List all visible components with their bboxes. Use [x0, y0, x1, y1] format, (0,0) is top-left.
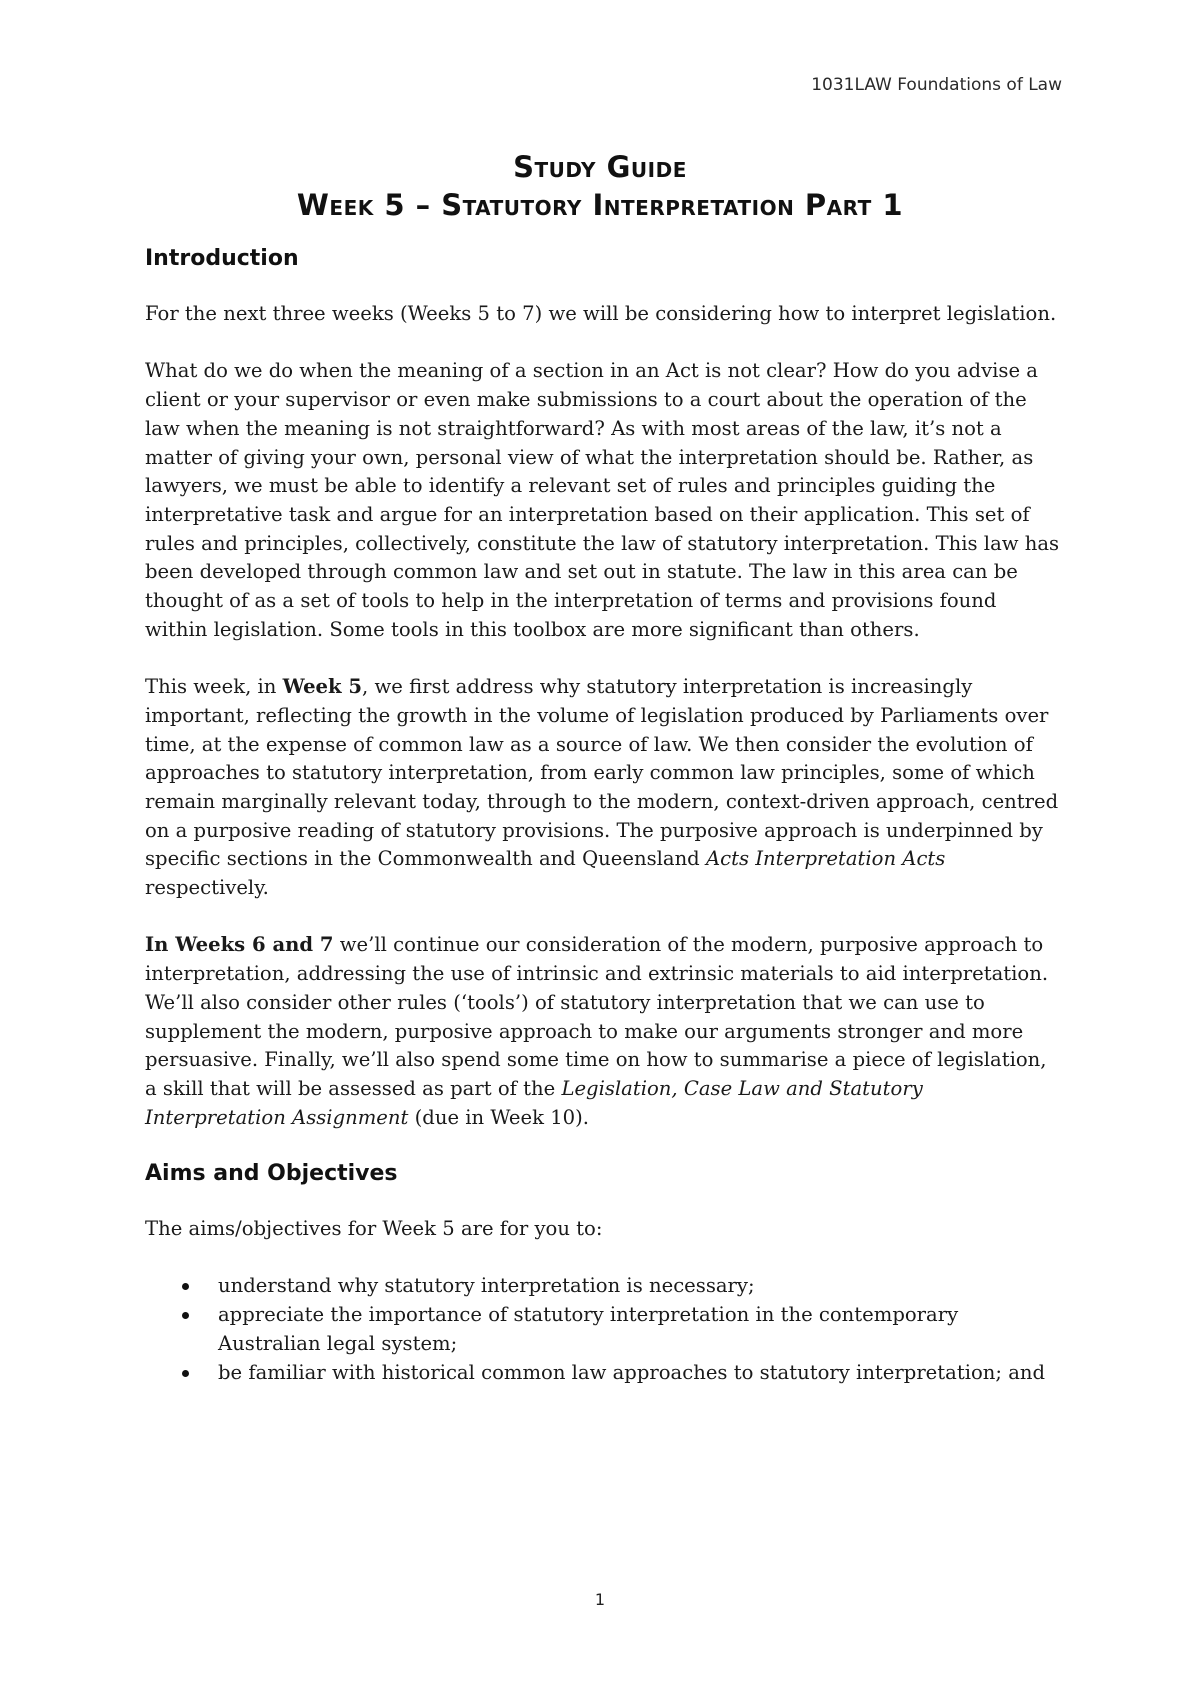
aims-intro: The aims/objectives for Week 5 are for you to:	[145, 1217, 603, 1241]
page-number: 1	[594, 1590, 606, 1609]
title-block	[0, 148, 1200, 224]
p4-text-b: (due in Week 10).	[408, 1105, 590, 1129]
aims-list	[145, 1272, 1060, 1387]
aims-heading: Aims and Objectives	[145, 1161, 398, 1187]
p4-italic-assignment: Legislation, Case Law and Statutory Interpretation Assignment	[145, 1076, 923, 1129]
intro-paragraph-3	[145, 673, 1060, 903]
intro-paragraph-2: What do we do when the meaning of a section in an Act is not clear? How do you advise a client or your supervisor or even make submissions to a court about the operation of the law when the meaning is not straightforward? As with most areas of the law, it’s not a matter of giving your own, personal view of what the interpretation should be. Rather, as lawyers, we must be able to identify a relevant set of rules and principles guiding the interpretative task and argue for an interpretation based on their application. This set of rules and principles, collectively, constitute the law of statutory interpretation. This law has been developed through common law and set out in statute. The law in this area can be thought of as a set of tools to help in the interpretation of terms and provisions found within legislation. Some tools in this toolbox are more significant than others.	[145, 359, 1060, 641]
bullet-icon	[182, 1312, 189, 1319]
introduction-heading: Introduction	[145, 246, 299, 271]
list-item-text: be familiar with historical common law approaches to statutory interpretation; and	[218, 1360, 1046, 1384]
bullet-icon	[182, 1370, 189, 1377]
p4-bold-weeks: In Weeks 6 and 7	[145, 933, 334, 957]
document-title: Study Guide	[513, 150, 687, 184]
list-item	[145, 1301, 1060, 1358]
document-subtitle: Week 5 – Statutory Interpretation Part 1	[296, 188, 904, 222]
p3-italic-acts: Acts Interpretation Acts	[705, 847, 946, 871]
intro-paragraph-4	[145, 931, 1060, 1132]
p4-text-a: we’ll continue our consideration of the modern, purposive approach to interpretation, addressing the use of intrinsic and extrinsic materials to aid interpretation. We’ll also consider other rules (‘tools’) of statutory interpretation that we can use to supplement the modern, purposive approach to make our arguments stronger and more persuasive. Finally, we’ll also spend some time on how to summarise a piece of legislation, a skill that will be assessed as part of the	[145, 933, 1049, 1100]
list-item	[145, 1272, 1060, 1301]
list-item	[145, 1359, 1060, 1388]
list-item-text: understand why statutory interpretation is necessary;	[218, 1274, 755, 1298]
p3-text-c: respectively.	[145, 876, 269, 900]
running-header: 1031LAW Foundations of Law	[811, 75, 1062, 95]
p3-text-a: This week, in	[145, 675, 283, 699]
list-item-text: appreciate the importance of statutory interpretation in the contemporary Australian legal system;	[218, 1303, 959, 1355]
p3-text-b: , we first address why statutory interpretation is increasingly important, reflecting the growth in the volume of legislation produced by Parliaments over time, at the expense of common law as a source of law. We then consider the evolution of approaches to statutory interpretation, from early common law principles, some of which remain marginally relevant today, through to the modern, context-driven approach, centred on a purposive reading of statutory provisions. The purposive approach is underpinned by specific sections in the Commonwealth and Queensland	[145, 675, 1059, 871]
p3-bold-week: Week 5	[282, 675, 363, 699]
document-body	[145, 246, 1060, 1387]
bullet-icon	[182, 1283, 189, 1290]
intro-paragraph-1: For the next three weeks (Weeks 5 to 7) we will be considering how to interpret legislation.	[145, 302, 1057, 325]
